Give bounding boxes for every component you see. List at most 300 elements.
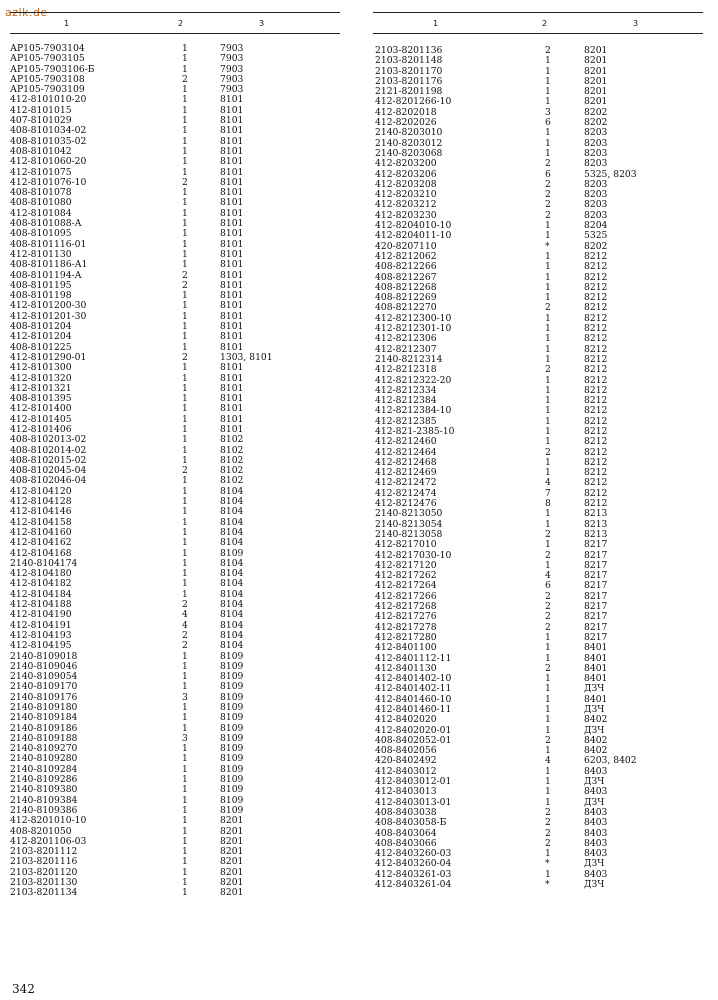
- group-number: 8401: [584, 662, 608, 674]
- quantity: *: [545, 240, 550, 252]
- group-number: 8101: [220, 166, 244, 178]
- part-number: 2140-8109384: [10, 794, 78, 806]
- group-number: 8109: [220, 712, 244, 724]
- table-row: [373, 540, 703, 550]
- quantity: 1: [545, 55, 551, 67]
- part-number: 2140-8109286: [10, 774, 78, 786]
- part-number: 412-8104160: [10, 526, 72, 538]
- quantity: 1: [545, 673, 551, 685]
- quantity: 1: [182, 423, 188, 435]
- group-number: 8201: [220, 877, 244, 889]
- part-number: 2140-8109170: [10, 681, 78, 693]
- table-row: [10, 260, 340, 270]
- quantity: 1: [182, 887, 188, 899]
- group-number: 8201: [220, 815, 244, 827]
- quantity: 1: [182, 815, 188, 827]
- group-number: 8109: [220, 774, 244, 786]
- part-number: 412-8212301-10: [375, 323, 452, 335]
- part-number: 412-8101400: [10, 403, 72, 415]
- group-number: 8201: [220, 846, 244, 858]
- part-number: 412-821-2385-10: [375, 425, 455, 437]
- quantity: 1: [545, 652, 551, 664]
- quantity: 2: [545, 189, 551, 201]
- part-number: 412-8403013: [375, 786, 437, 798]
- quantity: 1: [182, 846, 188, 858]
- watermark-text: azlk.de: [5, 6, 48, 19]
- right-table-body: [373, 46, 703, 890]
- group-number: 8109: [220, 691, 244, 703]
- part-number: 420-8402492: [375, 755, 437, 767]
- quantity: 1: [182, 763, 188, 775]
- quantity: 2: [545, 178, 551, 190]
- group-number: 8212: [584, 364, 608, 376]
- quantity: 2: [545, 827, 551, 839]
- group-number: 8104: [220, 526, 244, 538]
- quantity: 1: [545, 693, 551, 705]
- left-column: [10, 12, 340, 899]
- group-number: 8104: [220, 609, 244, 621]
- part-number: 2140-8109270: [10, 743, 78, 755]
- group-number: 8101: [220, 104, 244, 116]
- quantity: 1: [182, 372, 188, 384]
- part-number: 412-8401460-11: [375, 704, 452, 715]
- group-number: 8203: [584, 178, 608, 190]
- group-number: 8201: [220, 856, 244, 868]
- group-number: 8403: [584, 806, 608, 818]
- part-number: 408-8402056: [375, 745, 437, 757]
- quantity: 1: [545, 539, 551, 551]
- group-number: 8101: [220, 382, 244, 394]
- group-number: 7903: [220, 53, 244, 65]
- part-number: 412-8101204: [10, 331, 72, 343]
- group-number: 8202: [584, 240, 608, 252]
- quantity: 1: [545, 765, 551, 777]
- quantity: 1: [545, 467, 551, 479]
- part-number: АР105-7903106-Б: [10, 63, 95, 75]
- quantity: 1: [545, 86, 551, 98]
- quantity: 6: [545, 580, 551, 592]
- part-number: 407-8101029: [10, 115, 72, 127]
- quantity: 1: [545, 312, 551, 324]
- group-number: 8402: [584, 734, 608, 746]
- part-number: 2103-8201148: [375, 55, 443, 67]
- group-number: 8109: [220, 702, 244, 713]
- quantity: 1: [182, 156, 188, 168]
- table-row: [10, 641, 340, 651]
- quantity: 1: [545, 425, 551, 437]
- group-number: 8104: [220, 485, 244, 497]
- part-number: 412-8104195: [10, 640, 72, 652]
- group-number: 8212: [584, 415, 608, 427]
- group-number: 8212: [584, 302, 608, 314]
- group-number: 8101: [220, 197, 244, 209]
- quantity: 1: [545, 220, 551, 232]
- quantity: 1: [182, 321, 188, 333]
- group-number: 1303, 8101: [220, 351, 273, 363]
- quantity: 6: [545, 168, 551, 180]
- part-number: 412-8403261-04: [375, 879, 452, 891]
- part-number: 412-8212307: [375, 343, 437, 355]
- group-number: 8212: [584, 477, 608, 489]
- group-number: 8101: [220, 135, 244, 147]
- group-number: 8109: [220, 763, 244, 775]
- group-number: 8101: [220, 176, 244, 188]
- part-number: 2103-8201170: [375, 65, 443, 77]
- quantity: 1: [182, 743, 188, 755]
- part-number: 2140-8203068: [375, 147, 443, 159]
- part-number: 412-8104184: [10, 588, 72, 600]
- quantity: 1: [545, 333, 551, 345]
- group-number: 8212: [584, 271, 608, 283]
- group-number: 8109: [220, 732, 244, 744]
- group-number: 8212: [584, 292, 608, 304]
- quantity: 1: [182, 331, 188, 343]
- part-number: 412-8101060-20: [10, 156, 87, 168]
- group-number: 8401: [584, 642, 608, 654]
- part-number: 2140-8109018: [10, 650, 78, 662]
- group-number: 8403: [584, 827, 608, 839]
- group-number: 8102: [220, 475, 244, 487]
- quantity: 1: [545, 96, 551, 108]
- part-number: 412-8401100: [375, 642, 437, 654]
- part-number: 408-8101395: [10, 393, 72, 405]
- part-number: 2140-8212314: [375, 353, 443, 365]
- group-number: ДЗЧ: [584, 858, 605, 870]
- part-number: 408-8403058-Б: [375, 817, 447, 829]
- quantity: 1: [182, 259, 188, 271]
- quantity: 2: [545, 446, 551, 458]
- part-number: 2140-8109046: [10, 660, 78, 672]
- quantity: 1: [182, 94, 188, 106]
- part-number: 412-8217266: [375, 590, 437, 602]
- group-number: 8212: [584, 384, 608, 396]
- quantity: 1: [182, 362, 188, 374]
- part-number: 408-8101186-А1: [10, 259, 88, 271]
- table-row: [373, 262, 703, 272]
- part-number: 412-8401402-10: [375, 673, 452, 685]
- quantity: 1: [545, 250, 551, 262]
- group-number: 8101: [220, 125, 244, 137]
- part-number: 2140-8104174: [10, 557, 78, 569]
- group-number: 8101: [220, 423, 244, 435]
- quantity: 2: [182, 599, 188, 611]
- quantity: 1: [182, 248, 188, 260]
- group-number: 8213: [584, 528, 608, 540]
- group-number: 8109: [220, 784, 244, 796]
- quantity: 2: [182, 73, 188, 85]
- part-number: 412-8101200-30: [10, 300, 87, 312]
- quantity: 1: [182, 516, 188, 528]
- quantity: 2: [545, 549, 551, 561]
- part-number: 412-8204010-10: [375, 220, 452, 232]
- quantity: 1: [182, 104, 188, 116]
- quantity: 1: [545, 714, 551, 726]
- part-number: 408-8101116-01: [10, 238, 87, 250]
- group-number: 8203: [584, 189, 608, 201]
- quantity: 1: [182, 702, 188, 713]
- quantity: 1: [545, 384, 551, 396]
- quantity: 2: [545, 199, 551, 211]
- quantity: 2: [545, 601, 551, 613]
- part-number: 412-8101015: [10, 104, 72, 116]
- part-number: АР105-7903108: [10, 73, 85, 85]
- part-number: 412-8101084: [10, 207, 72, 219]
- group-number: 8212: [584, 405, 608, 417]
- quantity: 1: [545, 796, 551, 808]
- group-number: 8104: [220, 557, 244, 569]
- part-number: 412-8101076-10: [10, 176, 87, 188]
- group-number: 8203: [584, 147, 608, 159]
- quantity: 2: [545, 302, 551, 314]
- group-number: 8101: [220, 372, 244, 384]
- part-number: 412-8104120: [10, 485, 72, 497]
- group-number: 8109: [220, 671, 244, 683]
- header-col-2: 2: [542, 19, 548, 28]
- part-number: 412-8104193: [10, 629, 72, 641]
- group-number: 8104: [220, 599, 244, 611]
- part-number: 2140-8109386: [10, 804, 78, 816]
- part-number: 408-8101194-А: [10, 269, 82, 281]
- group-number: 8217: [584, 611, 608, 623]
- quantity: 2: [182, 465, 188, 477]
- part-number: 412-8212334: [375, 384, 437, 396]
- quantity: 1: [182, 660, 188, 672]
- part-number: 2103-8201176: [375, 75, 443, 87]
- quantity: 7: [545, 487, 551, 499]
- table-row: [373, 880, 703, 890]
- quantity: 1: [545, 559, 551, 571]
- part-number: 412-8217030-10: [375, 549, 452, 561]
- part-number: 412-8212460: [375, 436, 437, 448]
- quantity: 1: [545, 261, 551, 273]
- group-number: 8217: [584, 539, 608, 551]
- group-number: 8217: [584, 590, 608, 602]
- group-number: 8101: [220, 331, 244, 343]
- quantity: 1: [182, 444, 188, 456]
- part-number: 412-8104191: [10, 619, 72, 631]
- part-number: 412-8212322-20: [375, 374, 452, 386]
- quantity: 1: [182, 774, 188, 786]
- quantity: 1: [182, 866, 188, 878]
- group-number: 8201: [584, 96, 608, 108]
- group-number: 8212: [584, 281, 608, 293]
- right-column: [373, 12, 703, 890]
- group-number: 8101: [220, 145, 244, 157]
- quantity: 1: [182, 238, 188, 250]
- group-number: 8102: [220, 465, 244, 477]
- quantity: 2: [545, 528, 551, 540]
- part-number: 412-8101300: [10, 362, 72, 374]
- group-number: 8101: [220, 259, 244, 271]
- table-row: [10, 888, 340, 898]
- part-number: 2140-8109184: [10, 712, 78, 724]
- group-number: 8101: [220, 310, 244, 322]
- quantity: 1: [182, 794, 188, 806]
- quantity: 3: [545, 106, 551, 118]
- quantity: 2: [545, 590, 551, 602]
- part-number: 2140-8203010: [375, 127, 443, 139]
- quantity: 1: [182, 125, 188, 137]
- quantity: 6: [545, 117, 551, 129]
- quantity: 1: [182, 300, 188, 312]
- quantity: 2: [545, 662, 551, 674]
- group-number: 8201: [584, 45, 608, 56]
- quantity: 2: [182, 279, 188, 291]
- quantity: 2: [545, 806, 551, 818]
- group-number: 8217: [584, 621, 608, 633]
- part-number: 412-8203206: [375, 168, 437, 180]
- part-number: 412-8401112-11: [375, 652, 452, 664]
- quantity: 1: [182, 753, 188, 765]
- group-number: ДЗЧ: [584, 776, 605, 788]
- group-number: 8217: [584, 601, 608, 613]
- part-number: 408-8101034-02: [10, 125, 87, 137]
- part-number: 412-8104162: [10, 537, 72, 549]
- part-number: 412-8212474: [375, 487, 437, 499]
- group-number: 8101: [220, 207, 244, 219]
- group-number: 8104: [220, 516, 244, 528]
- part-number: 412-8212062: [375, 250, 437, 262]
- part-number: 412-8212464: [375, 446, 437, 458]
- group-number: 8109: [220, 804, 244, 816]
- quantity: 1: [545, 271, 551, 283]
- part-number: 408-8102014-02: [10, 444, 87, 456]
- part-number: 408-8212266: [375, 261, 437, 273]
- part-number: 2103-8201136: [375, 45, 443, 56]
- part-number: 412-8104128: [10, 496, 72, 508]
- quantity: 1: [182, 434, 188, 446]
- quantity: *: [545, 879, 550, 891]
- group-number: 8202: [584, 106, 608, 118]
- left-table-body: [10, 44, 340, 899]
- quantity: 1: [182, 722, 188, 734]
- part-number: 2140-8213054: [375, 518, 443, 530]
- part-number: 412-8212300-10: [375, 312, 452, 324]
- quantity: 1: [545, 292, 551, 304]
- group-number: 8201: [220, 825, 244, 837]
- group-number: 8201: [220, 835, 244, 847]
- part-number: 2140-8109284: [10, 763, 78, 775]
- group-number: 8101: [220, 300, 244, 312]
- part-number: 412-8217120: [375, 559, 437, 571]
- group-number: 6203, 8402: [584, 755, 637, 767]
- part-number: 412-8202018: [375, 106, 437, 118]
- part-number: 408-8102013-02: [10, 434, 87, 446]
- group-number: 8104: [220, 629, 244, 641]
- group-number: 8201: [584, 86, 608, 98]
- part-number: 408-8101095: [10, 228, 72, 240]
- quantity: 1: [182, 475, 188, 487]
- quantity: 1: [545, 353, 551, 365]
- group-number: 8212: [584, 456, 608, 468]
- group-number: 8104: [220, 588, 244, 600]
- quantity: 1: [545, 75, 551, 87]
- group-number: ДЗЧ: [584, 796, 605, 808]
- quantity: 1: [182, 341, 188, 353]
- group-number: 8104: [220, 506, 244, 518]
- quantity: 1: [182, 506, 188, 518]
- group-number: 8109: [220, 794, 244, 806]
- part-number: 408-8101195: [10, 279, 72, 291]
- part-number: 408-8101198: [10, 290, 72, 302]
- group-number: 8203: [584, 199, 608, 211]
- part-number: 412-8212318: [375, 364, 437, 376]
- group-number: 8101: [220, 341, 244, 353]
- part-number: 412-8403261-03: [375, 868, 452, 880]
- part-number: 412-8203230: [375, 209, 437, 221]
- quantity: 2: [182, 640, 188, 652]
- group-number: 8102: [220, 454, 244, 466]
- group-number: 8109: [220, 681, 244, 693]
- quantity: 1: [182, 290, 188, 302]
- quantity: 1: [545, 642, 551, 654]
- group-number: 8212: [584, 312, 608, 324]
- part-number: 412-8212385: [375, 415, 437, 427]
- part-number: 408-8212267: [375, 271, 437, 283]
- quantity: 1: [182, 650, 188, 662]
- part-number: 2140-8213050: [375, 508, 443, 520]
- quantity: 1: [182, 403, 188, 415]
- part-number: 412-8101201-30: [10, 310, 87, 322]
- quantity: 8: [545, 498, 551, 510]
- part-number: 408-8402052-01: [375, 734, 452, 746]
- quantity: 1: [545, 436, 551, 448]
- part-number: 408-8403038: [375, 806, 437, 818]
- quantity: 1: [182, 228, 188, 240]
- part-number: 408-8403064: [375, 827, 437, 839]
- part-number: 412-8212384-10: [375, 405, 452, 417]
- group-number: 5325, 8203: [584, 168, 637, 180]
- quantity: 2: [545, 734, 551, 746]
- quantity: 1: [545, 456, 551, 468]
- quantity: 1: [182, 187, 188, 199]
- group-number: 8212: [584, 487, 608, 499]
- group-number: 8104: [220, 578, 244, 590]
- group-number: 8403: [584, 786, 608, 798]
- quantity: 1: [545, 848, 551, 860]
- group-number: 8101: [220, 279, 244, 291]
- quantity: 1: [182, 496, 188, 508]
- part-number: 412-8212306: [375, 333, 437, 345]
- header-col-3: 3: [259, 19, 265, 28]
- part-number: 2121-8201198: [375, 86, 443, 98]
- group-number: 8201: [584, 55, 608, 67]
- part-number: 412-8203210: [375, 189, 437, 201]
- quantity: 1: [182, 197, 188, 209]
- group-number: 8403: [584, 848, 608, 860]
- quantity: 1: [545, 631, 551, 643]
- group-number: 8401: [584, 693, 608, 705]
- part-number: 408-8212270: [375, 302, 437, 314]
- group-number: ДЗЧ: [584, 683, 605, 695]
- group-number: 8101: [220, 248, 244, 260]
- quantity: 1: [182, 382, 188, 394]
- group-number: 8201: [220, 866, 244, 878]
- part-number: 412-8202026: [375, 117, 437, 129]
- part-number: 408-8102046-04: [10, 475, 87, 487]
- part-number: 412-8401130: [375, 662, 437, 674]
- group-number: ДЗЧ: [584, 879, 605, 891]
- part-number: 2103-8201130: [10, 877, 78, 889]
- group-number: 8203: [584, 209, 608, 221]
- quantity: 1: [545, 137, 551, 149]
- part-number: 412-8217264: [375, 580, 437, 592]
- group-number: 8101: [220, 269, 244, 281]
- quantity: 1: [545, 776, 551, 788]
- part-number: 412-8203208: [375, 178, 437, 190]
- group-number: 8212: [584, 374, 608, 386]
- quantity: 1: [182, 53, 188, 65]
